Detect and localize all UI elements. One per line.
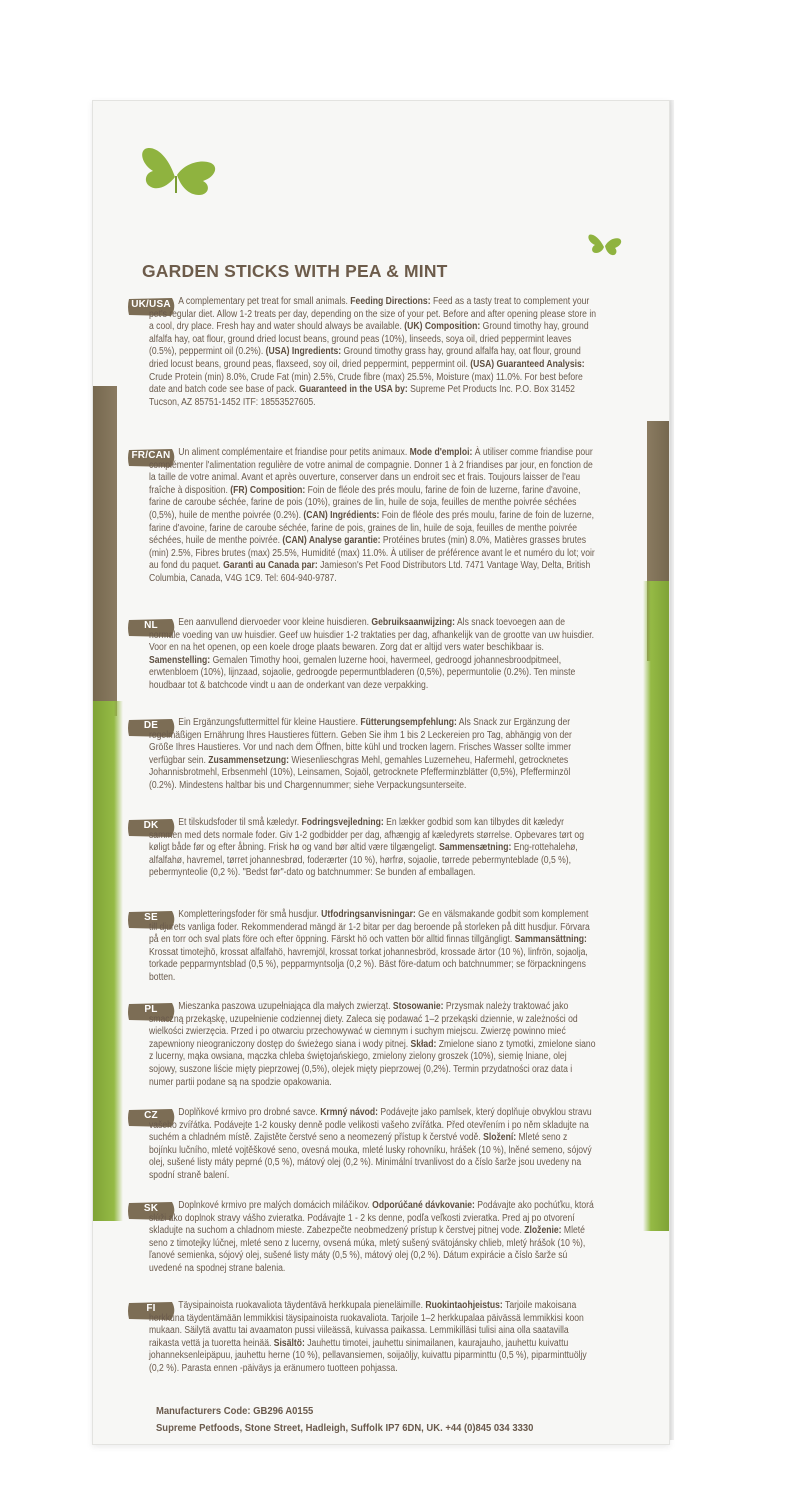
section-heading: Garanti au Canada par: <box>223 560 318 572</box>
language-code: UK/USA <box>131 299 171 310</box>
section-heading: (FR) Composition: <box>230 484 306 496</box>
section-body: A complementary pet treat for small animals. <box>178 296 351 307</box>
butterfly-large-icon <box>139 143 219 201</box>
section-heading: (USA) Guaranteed Analysis: <box>470 358 585 370</box>
green-side-strip-right <box>643 581 669 1231</box>
section-heading: Skład: <box>410 1038 437 1050</box>
section-body: Doplňkové krmivo pro drobné savce. <box>178 1107 321 1118</box>
section-body: Podávajte ako pochúťku, ktorá slúži ako doplnok stravy vášho zvieratka. Podávajte 1 - 2 ks denne, podľa veľkosti zvieratka. Pred aj po otvorení skladujte na suchom a chladnom mieste. Zabezpečte neobmedzený prístup k čerstvej pitnej vode. <box>149 1200 594 1237</box>
section-body: Crude Protein (min) 8.0%, Crude Fat (min) 2.5%, Crude fibre (max) 25.5%, Moisture (max) 11.0%. For best before date and batch code see base of pack. <box>149 371 583 396</box>
section-heading: Odporúčané dávkovanie: <box>372 1200 475 1211</box>
section-text <box>149 296 596 426</box>
language-code: SK <box>143 1203 159 1214</box>
language-code: CZ <box>144 1110 158 1121</box>
section-heading: Sammensætning: <box>439 842 512 854</box>
section-heading: (CAN) Analyse garantie: <box>282 535 381 547</box>
section-body: Feed as a tasty treat to complement your pet's regular diet. Allow 1-2 treats per day, depending on the size of your pet. Before and after opening please store in a cool, dry place. Fresh hay and water should always be available. <box>149 296 597 333</box>
section-body: Ground timothy grass hay, ground alfalfa hay, oat flour, ground dried locust beans, ground peas, flaxseed, soy oil, dried peppermint, peppermint oil. <box>149 346 581 370</box>
section-body: Podávejte jako pamlsek, který doplňuje obvyklou stravu vašeho zvířátka. Podávejte 1-2 kousky denně podle velikosti vašeho zvířátka. Před otevřením i po něm skladujte na suchém a chladném místě. Zajistěte čerstvé seno a neomezený přístup k čerstvé vodě. <box>149 1107 592 1144</box>
section-heading: Krmný návod: <box>320 1107 379 1118</box>
language-code: PL <box>144 1004 158 1015</box>
section-heading: Feeding Directions: <box>350 296 431 307</box>
section-body: Foin de fléole des prés moulu, farine de foin de luzerne, farine d'avoine, farine de caroube séchée, farine de pois, graines de lin, huile de soja, feuilles de menthe poivrée séchées, huile de menthe poivrée. <box>149 509 595 547</box>
green-side-strip-left <box>93 701 123 1221</box>
section-body: À utiliser comme friandise pour complémenter l'alimentation regulière de votre animal de compagnie. Donner 1 à 2 friandises par jour, en fonction de la taille de votre animal. Avant et après ouverture, conserver dans un endroit sec et frais. Toujours laisser de l'eau fraîche à disposition. <box>149 447 593 496</box>
manufacturers-code: Manufacturers Code: GB296 A0155 <box>156 1405 314 1417</box>
section-body: En lækker godbid som kan tilbydes dit kæledyr sammen med dets normale foder. Giv 1-2 godbidder per dag, afhængig af kæledyrets størrelse. Opbevares tørt og køligt både før og efter åbning. Frisk hø og vand bør altid være tilgængeligt. <box>149 817 584 854</box>
section-body: Ein Ergänzungsfuttermittel für kleine Haustiere. <box>178 717 361 728</box>
section-body: Als Snack zur Ergänzung der regelmäßigen Ernährung Ihres Haustieres füttern. Geben Sie ihm 1 bis 2 Leckereien pro Tag, abhängig von der Größe Ihres Haustieres. Vor und nach dem Öffnen, bitte kühl und trocken lagern. Frisches Wasser sollte immer verfügbar sein. <box>149 717 572 766</box>
language-code: FR/CAN <box>131 450 171 461</box>
section-heading: (USA) Ingredients: <box>265 346 342 358</box>
language-code: DE <box>143 720 159 731</box>
section-body: Protéines brutes (min) 8.0%, Matières grasses brutes (min) 2.5%, Fibres brutes (max) 25.5%, Humidité (max) 11.0%. À utiliser de préférence avant le et numéro du lot; voir au fond du paquet. <box>149 535 595 572</box>
section-heading: Guaranteed in the USA by: <box>299 384 408 396</box>
section-body: Gemalen Timothy hooi, gemalen luzerne hooi, havermeel, gedroogd johannesbroodpitmeel, erwtenbloem (10%), lijnzaad, sojaolie, gedroogde pepermuntbladeren (0,5%), pepermuntolie (0.2%). Ten minste houdbaar tot & batchcode vindt u aan de onderkant van deze verpakking. <box>149 654 576 691</box>
section-body: Ground timothy hay, ground alfalfa hay, oat flour, ground dried locust beans, ground peas (10%), linseeds, soya oil, dried peppermint leaves (0.5%), peppermint oil (0.2%). <box>149 321 589 358</box>
manufacturer-address: Supreme Petfoods, Stone Street, Hadleigh, Suffolk IP7 6DN, UK. +44 (0)845 034 3330 <box>156 1422 534 1434</box>
section-body: Et tilskudsfoder til små kæledyr. <box>178 817 302 828</box>
section-body: Krossat timotejhö, krossat alfalfahö, havremjöl, krossat torkat johannesbröd, krossade ärtor (10 %), linfrön, sojaolja, torkade pepparmyntsblad (0,5 %), pepparmyntsolja (0,2 %). Bäst före-datum och batchnummer; se förpackningens botten. <box>149 946 588 983</box>
section-body: Supreme Pet Products Inc. P.O. Box 31452 Tucson, AZ 85751-1452 ITF: 18553527605. <box>149 384 575 408</box>
section-heading: Gebruiksaanwijzing: <box>371 617 456 628</box>
section-heading: Zloženie: <box>524 1225 562 1237</box>
language-code: DK <box>143 820 159 831</box>
section-body: Als snack toevoegen aan de normale voeding van uw huisdier. Geef uw huisdier 1-2 traktaties per dag, afhankelijk van de grootte van uw huisdier. Voor en na het openen, op een koele droge plaats bewaren. Zorg dat er altijd vers water beschikbaar is. <box>149 617 595 654</box>
section-body: Zmielone siano z tymotki, zmielone siano z lucerny, mąka owsiana, mączka chleba świętojańskiego, zmielony zielony groszek (10%), siemię lniane, olej sojowy, suszone liście mięty pieprzowej (0,5%), olejek mięty pieprzowej (0,2%). Termin przydatności oraz data i numer partii podane są na spodzie opakowania. <box>149 1038 596 1088</box>
section-body: Een aanvullend diervoeder voor kleine huisdieren. <box>178 617 372 628</box>
section-heading: Fodringsvejledning: <box>301 817 384 828</box>
section-heading: Utfodringsanvisningar: <box>321 909 416 920</box>
section-text <box>149 447 596 584</box>
section-body: Kompletteringsfoder för små husdjur. <box>178 909 322 920</box>
language-code: SE <box>144 912 158 923</box>
section-body: Täysipainoista ruokavaliota täydentävä herkkupala pieneläimille. <box>178 1300 426 1311</box>
section-heading: Sisältö: <box>273 1337 305 1349</box>
section-body: Eng-rottehalehø, alfalfahø, havremel, tørret johannesbrød, foderærter (10 %), hørfrø, sojaolie, tørrede pebermynteblade (0,5 %), pebermynteolie (0,2 %). "Bedst før"-dato og batchnummer: Se bunden af emballagen. <box>149 842 578 879</box>
section-heading: Zusammensetzung: <box>208 754 290 766</box>
section-heading: Stosowanie: <box>392 1001 444 1012</box>
section-body: Jauhettu timotei, jauhettu sinimailanen, kaurajauho, jauhettu kuivattu johanneksenleipäpuu, jauhettu herne (10 %), pellavansiemen, soijaöljy, kuivattu piparminttu (0,5 %), piparminttuöljy (0,2 %). Parasta ennen -päiväys ja eränumero tuotteen pohjassa. <box>149 1337 587 1374</box>
brown-side-strip-left <box>93 386 117 716</box>
section-body: Mleté seno z bojínku lučního, mleté vojtěškové seno, ovesná mouka, mleté lusky rohovníku, hrášek (10 %), lněné semeno, sójový olej, sušené listy máty peprné (0,5 %), mátový olej (0,2 %). Minimální trvanlivost do a číslo šarže jsou uvedeny na spodní straně balení. <box>149 1132 592 1181</box>
section-body: Przysmak należy traktować jako smaczną przekąskę, uzupełnienie codziennej diety. Zaleca się podawać 1–2 przekąski dziennie, w zależności od wielkości zwierzęcia. Przed i po otwarciu przechowywać w ciemnym i suchym miejscu. Zwierzę powinno mieć zapewniony nieograniczony dostęp do świeżego siana i wody pitnej. <box>149 1001 578 1050</box>
section-heading: Ruokintaohjeistus: <box>425 1300 503 1311</box>
section-heading: Složení: <box>483 1132 517 1144</box>
section-heading: (UK) Composition: <box>404 321 481 333</box>
section-body: Mieszanka paszowa uzupełniająca dla małych zwierząt. <box>178 1001 393 1012</box>
section-heading: Mode d'emploi: <box>409 447 473 458</box>
section-heading: Sammansättning: <box>514 934 587 946</box>
section-heading: Samenstelling: <box>149 654 211 666</box>
product-title: GARDEN STICKS WITH PEA & MINT <box>142 261 448 281</box>
section-body: Un aliment complémentaire et friandise pour petits animaux. <box>178 447 410 458</box>
language-code: NL <box>144 620 158 631</box>
section-body: Jamieson's Pet Food Distributors Ltd. 7471 Vantage Way, Delta, British Columbia, Canada, V4G 1C9. Tel: 604-940-9787. <box>149 560 591 584</box>
section-body: Mleté seno z timotejky lúčnej, mleté seno z lucerny, ovsená múka, mletý sušený svätojánsky chlieb, mletý hrášok (10 %), ľanové semienka, sójový olej, sušené listy máty (0,5 %), mátový olej (0,2 %). Dátum expirácie a číslo šarže sú uvedené na spodnej strane balenia. <box>149 1225 586 1274</box>
section-heading: Fütterungsempfehlung: <box>360 717 457 728</box>
section-heading: (CAN) Ingrédients: <box>303 509 380 521</box>
section-body: Ge en välsmakande godbit som komplement till djurets vanliga foder. Rekommenderad mängd är 1-2 bitar per dag beroende på storleken på ditt husdjur. Förvara på en torr och sval plats före och efter öppning. Färskt hö och vatten bör alltid finnas tillgängligt. <box>149 909 590 946</box>
section-body: Doplnkové krmivo pre malých domácich miláčikov. <box>178 1200 373 1211</box>
section-body: Wiesenlieschgras Mehl, gemahles Luzerneheu, Hafermehl, getrocknetes Johannisbrotmehl, Erbsenmehl (10%), Leinsamen, Sojaöl, getrocknete Pfefferminzblätter (0,5%), Pfefferminzöl (0.2%). Mindestens haltbar bis und Chargennummer; siehe Verpackungsunterseite. <box>149 754 571 791</box>
language-code: FI <box>146 1303 156 1314</box>
product-package-back <box>92 100 670 1445</box>
section-body: Foin de fléole des prés moulu, farine de foin de luzerne, farine d'avoine, farine de caroube séchée, farine de pois (10%), graines de lin, huile de soja, feuilles de menthe poivrée séchées (0,5%), huile de menthe poivrée (0.2%). <box>149 484 581 521</box>
butterfly-small-icon <box>587 231 623 259</box>
section-body: Tarjoile makoisana herkkuna täydentämään lemmikkisi täysipainoista ruokavaliota. Tarjoile 1–2 herkkupalaa päivässä lemmikkisi koon mukaan. Säilytä avattu tai avaamaton pussi viileässä, kuivassa paikassa. Lemmikilläsi tulisi aina olla saatavilla raikasta vettä ja tuoretta heinää. <box>149 1300 584 1349</box>
